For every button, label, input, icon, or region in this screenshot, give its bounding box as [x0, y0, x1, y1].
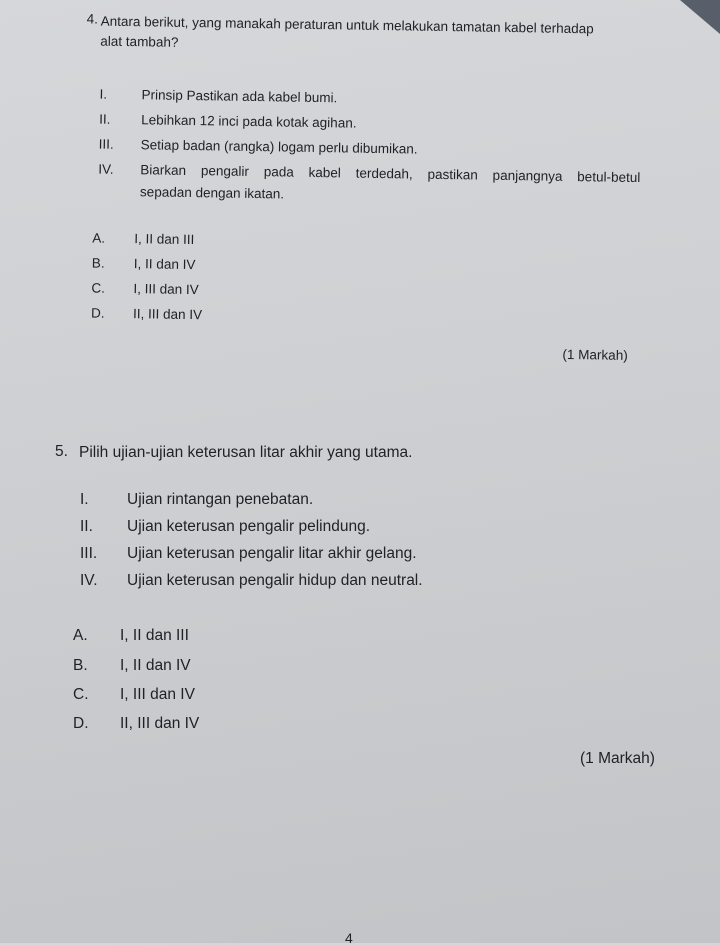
- option-text: I, III dan IV: [133, 281, 199, 298]
- option-letter: D.: [90, 305, 105, 321]
- roman-numeral: III.: [98, 136, 114, 152]
- statement-text: Setiap badan (rangka) logam perlu dibumikan.: [140, 137, 418, 157]
- question-4-line-2: alat tambah?: [100, 33, 179, 50]
- statement-text-line-1: Biarkan pengalir pada kabel terdedah, pastikan panjangnya betul-betul: [140, 162, 641, 186]
- statement-text: Prinsip Pastikan ada kabel bumi.: [141, 87, 338, 106]
- statement-text: Ujian keterusan pengalir pelindung.: [127, 518, 370, 535]
- question-5-number: 5.: [55, 443, 68, 460]
- roman-numeral: I.: [99, 86, 108, 102]
- roman-numeral: II.: [80, 518, 93, 535]
- roman-numeral: III.: [80, 545, 98, 562]
- option-text: I, II dan III: [120, 627, 189, 644]
- option-text: II, III dan IV: [120, 715, 200, 732]
- option-letter: D.: [73, 715, 89, 732]
- statement-text: Lebihkan 12 inci pada kotak agihan.: [141, 112, 357, 131]
- option-letter: C.: [73, 686, 89, 703]
- option-letter: A.: [92, 230, 106, 246]
- option-text: II, III dan IV: [132, 306, 203, 323]
- option-letter: B.: [73, 657, 88, 674]
- roman-numeral: IV.: [80, 572, 98, 589]
- statement-text: Ujian keterusan pengalir hidup dan neutral.: [127, 572, 423, 589]
- roman-numeral: II.: [99, 111, 111, 127]
- statement-text: Ujian rintangan penebatan.: [127, 491, 314, 508]
- q4-marks: (1 Markah): [562, 346, 628, 363]
- roman-numeral: IV.: [98, 161, 114, 177]
- statement-text-line-2: sepadan dengan ikatan.: [139, 184, 285, 202]
- option-text: I, II dan IV: [120, 657, 191, 674]
- option-letter: B.: [91, 255, 105, 271]
- option-text: I, III dan IV: [120, 686, 195, 703]
- option-text: I, II dan IV: [133, 256, 196, 273]
- question-5-text: Pilih ujian-ujian keterusan litar akhir yang utama.: [79, 444, 413, 461]
- option-letter: A.: [73, 627, 88, 644]
- q5-marks: (1 Markah): [580, 750, 655, 767]
- question-4-line-1: Antara berikut, yang manakah peraturan untuk melakukan tamatan kabel terhadap: [100, 13, 594, 37]
- option-letter: C.: [91, 280, 106, 296]
- option-text: I, II dan III: [134, 231, 195, 248]
- statement-text: Ujian keterusan pengalir litar akhir gelang.: [127, 545, 417, 562]
- question-4-number: 4.: [86, 11, 99, 27]
- page-number: 4: [345, 930, 353, 946]
- roman-numeral: I.: [80, 491, 89, 508]
